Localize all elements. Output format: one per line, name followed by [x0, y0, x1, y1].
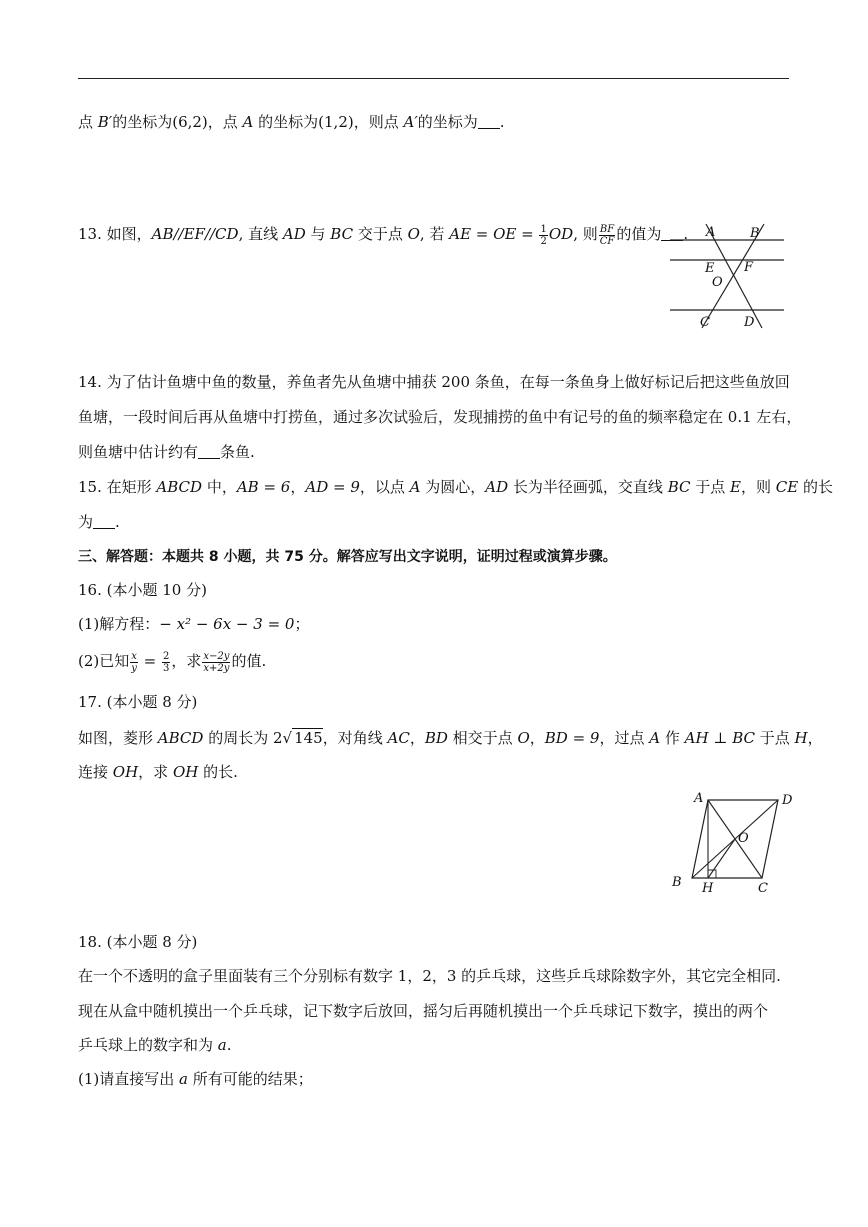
- math: H: [794, 729, 808, 747]
- radicand: 145: [294, 729, 323, 747]
- math: A: [649, 729, 661, 747]
- text: ，求: [138, 763, 173, 781]
- q12-continuation: [78, 112, 505, 132]
- label-o: O: [712, 275, 723, 290]
- math: ABCD: [156, 478, 203, 496]
- question-18-line-1: 在一个不透明的盒子里面装有三个分别标有数字 1，2，3 的乒乓球，这些乒乓球除数字外，其它完全相同.: [78, 967, 781, 985]
- math: A: [242, 113, 254, 131]
- denominator: 3: [163, 662, 170, 674]
- math: OD: [548, 225, 574, 243]
- text: 的长.: [198, 763, 238, 781]
- fraction-x-y: [130, 651, 138, 674]
- segment-oh: [708, 839, 735, 878]
- text: 的坐标为(1,2)，则点: [253, 113, 404, 131]
- text: 点: [78, 113, 98, 131]
- math: AE = OE =: [449, 225, 539, 243]
- question-18-heading: 18. (本小题 8 分): [78, 933, 198, 951]
- math: AH ⊥ BC: [684, 729, 755, 747]
- text: 与: [305, 225, 331, 243]
- text: 则鱼塘中估计约有: [78, 443, 199, 461]
- math: O: [407, 225, 420, 243]
- text: , 直线: [238, 225, 283, 243]
- math: AB = 6: [236, 478, 291, 496]
- math: A: [409, 478, 421, 496]
- math: AD: [485, 478, 509, 496]
- text: 长为半径画弧，交直线: [508, 478, 668, 496]
- math: O: [517, 729, 530, 747]
- text: ，: [290, 478, 306, 496]
- text: 作: [660, 729, 685, 747]
- label-a: A: [694, 791, 704, 806]
- text: 的坐标为: [417, 113, 478, 131]
- text: ，过点: [599, 729, 650, 747]
- sqrt-sign: √: [282, 729, 293, 747]
- label-o: O: [738, 831, 749, 846]
- text: 的坐标为(6,2)，点: [112, 113, 243, 131]
- label-c: C: [700, 315, 710, 330]
- math: AD: [282, 225, 306, 243]
- header-rule: [78, 78, 789, 79]
- text: 的周长为: [203, 729, 273, 747]
- question-15-line-1: [78, 477, 833, 497]
- answer-blank: [93, 514, 115, 529]
- question-16-part-1: [78, 614, 309, 634]
- text: , 则: [573, 225, 598, 243]
- label-b: B: [672, 875, 682, 890]
- text: 所有可能的结果；: [187, 1070, 313, 1088]
- text: 的值为: [616, 225, 662, 243]
- text: 的长: [798, 478, 833, 496]
- text: (2)已知: [78, 652, 130, 670]
- question-18-line-3: [78, 1035, 232, 1055]
- text: 13. 如图，: [78, 225, 152, 243]
- fraction-two-thirds: [162, 651, 170, 674]
- text: 条鱼.: [220, 443, 255, 461]
- label-h: H: [702, 881, 714, 896]
- label-a: A: [706, 225, 716, 240]
- fraction-bf-cf: [599, 224, 616, 247]
- label-c: C: [758, 881, 768, 896]
- denominator: CF: [599, 235, 615, 247]
- math: a: [179, 1070, 188, 1088]
- math: A′: [403, 113, 418, 131]
- text: 于点: [690, 478, 731, 496]
- math: E: [730, 478, 741, 496]
- text: 连接: [78, 763, 113, 781]
- text: 如图，菱形: [78, 729, 158, 747]
- question-18-line-2: 现在从盒中随机摸出一个乒乓球，记下数字后放回，摇匀后再随机摸出一个乒乓球记下数字，摸出的两个: [78, 1002, 769, 1020]
- text: ；: [294, 615, 310, 633]
- question-15-line-2: [78, 512, 120, 532]
- math: B′: [97, 113, 113, 131]
- answer-blank: [478, 114, 500, 129]
- math: AB//EF//CD: [151, 225, 239, 243]
- fraction-half: [539, 224, 547, 247]
- math: 2: [272, 729, 283, 747]
- text: 15. 在矩形: [78, 478, 157, 496]
- question-13: [78, 222, 688, 247]
- fraction-expression: [202, 651, 230, 674]
- text: .: [115, 513, 120, 531]
- denominator: 2: [540, 235, 547, 247]
- math: ABCD: [157, 729, 204, 747]
- text: ，以点: [359, 478, 410, 496]
- text: .: [499, 113, 505, 131]
- numerator: 2: [163, 650, 170, 662]
- question-14-line-2: 鱼塘，一段时间后再从鱼塘中打捞鱼，通过多次试验后，发现捕捞的鱼中有记号的鱼的频率稳定在 0.1 左右，: [78, 408, 802, 426]
- label-d: D: [782, 793, 793, 808]
- text: ，对角线: [322, 729, 388, 747]
- text: =: [138, 652, 162, 670]
- numerator: x: [131, 650, 137, 662]
- question-17-line-1: [78, 728, 823, 748]
- math: OH: [172, 763, 199, 781]
- text: ，: [807, 729, 823, 747]
- numerator: x−2y: [203, 650, 230, 662]
- math: AD = 9: [305, 478, 360, 496]
- text: 乒乓球上的数字和为: [78, 1036, 218, 1054]
- label-d: D: [744, 315, 755, 330]
- label-f: F: [744, 260, 754, 275]
- text: 的值.: [231, 652, 267, 670]
- text: 相交于点: [447, 729, 518, 747]
- label-e: E: [705, 261, 715, 276]
- math: BD: [424, 729, 448, 747]
- text: .: [226, 1036, 232, 1054]
- math: OH: [112, 763, 139, 781]
- text: 于点: [754, 729, 795, 747]
- text: ，: [529, 729, 545, 747]
- math: − x² − 6x − 3 = 0: [159, 615, 295, 633]
- text: ，: [409, 729, 425, 747]
- math: CE: [775, 478, 799, 496]
- denominator: x+2y: [203, 662, 230, 674]
- math: a: [217, 1036, 227, 1054]
- question-16-part-2: [78, 648, 266, 674]
- text: , 若: [419, 225, 450, 243]
- math: AC: [387, 729, 410, 747]
- text: (1)解方程：: [78, 615, 160, 633]
- text: 为: [78, 513, 94, 531]
- math: BD = 9: [544, 729, 600, 747]
- text: 为圆心，: [420, 478, 486, 496]
- math: BC: [330, 225, 354, 243]
- question-14-line-1: 14. 为了估计鱼塘中鱼的数量，养鱼者先从鱼塘中捕获 200 条鱼，在每一条鱼身上做好标记后把这些鱼放回: [78, 373, 790, 391]
- figure-13-parallel-lines: [664, 218, 790, 334]
- text: ，则: [740, 478, 776, 496]
- numerator: BF: [599, 223, 615, 235]
- text: 中，: [202, 478, 237, 496]
- answer-blank: [198, 444, 220, 459]
- text: ，求: [171, 652, 202, 670]
- text: 交于点: [353, 225, 408, 243]
- denominator: y: [131, 662, 137, 674]
- figure-17-rhombus: [664, 786, 800, 898]
- label-b: B: [750, 226, 760, 241]
- question-17-line-2: [78, 762, 238, 782]
- question-17-heading: 17. (本小题 8 分): [78, 693, 198, 711]
- section-heading: 三、解答题：本题共 8 小题，共 75 分。解答应写出文字说明，证明过程或演算步骤。: [78, 549, 617, 565]
- numerator: 1: [540, 223, 547, 235]
- question-18-part-1: [78, 1069, 313, 1089]
- text: .: [683, 225, 689, 243]
- question-14-line-3: [78, 442, 255, 462]
- text: (1)请直接写出: [78, 1070, 180, 1088]
- math: BC: [667, 478, 691, 496]
- question-16-heading: 16. (本小题 10 分): [78, 581, 207, 599]
